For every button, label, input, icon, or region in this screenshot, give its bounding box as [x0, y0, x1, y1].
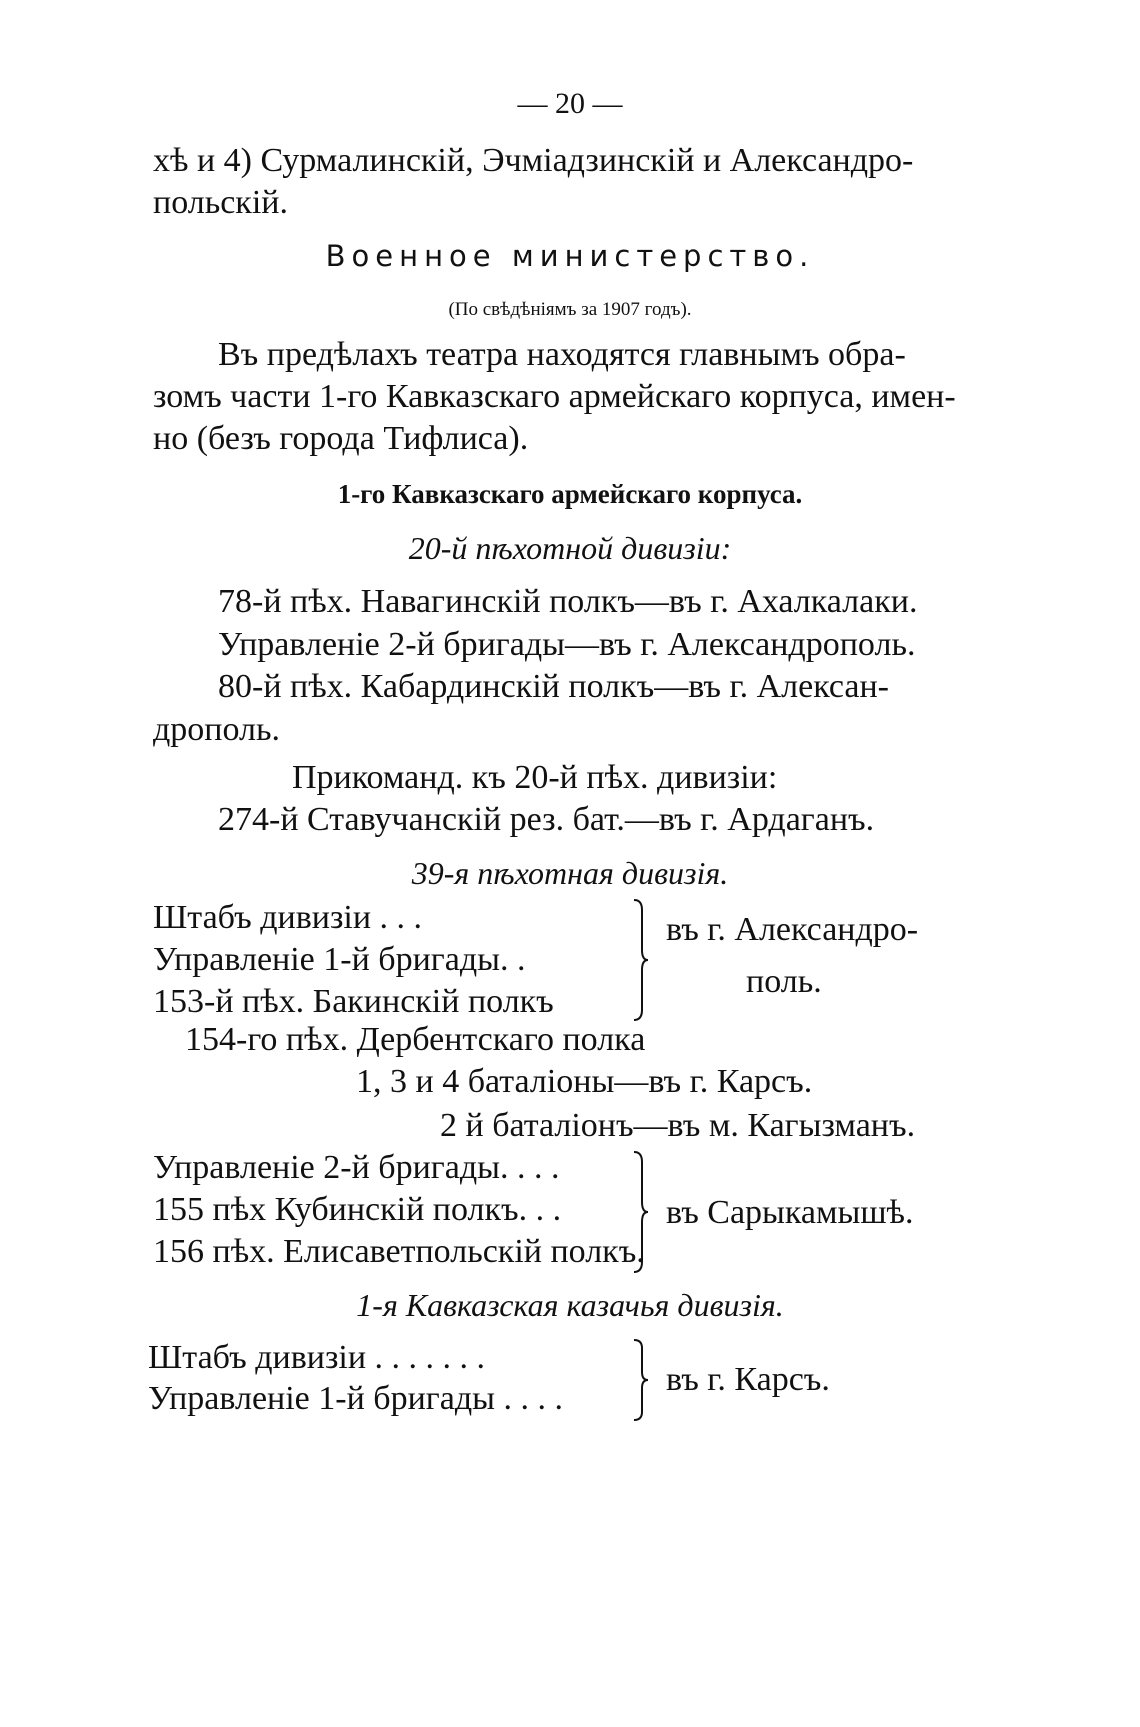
div39-bat-line-1: 1, 3 и 4 баталіоны—въ г. Карсъ. [356, 1063, 813, 1100]
div20-attached-line: 274-й Ставучанскій рез. бат.—въ г. Ардаганъ. [218, 801, 875, 838]
div20-line-4: дрополь. [153, 711, 281, 748]
paragraph-line-2: зомъ части 1-го Кавказскаго армейскаго корпуса, имен- [153, 378, 956, 415]
div20-title: 20-й пѣхотной дивизіи: [408, 530, 732, 566]
div39-regiment154: 154-го пѣх. Дербентскаго полка [185, 1021, 646, 1058]
div39-bat-line-2: 2 й баталіонъ—въ м. Кагызманъ. [440, 1107, 916, 1144]
brace-div39-group1 [630, 898, 650, 1022]
brace-div39-group2 [630, 1150, 650, 1274]
cossack-title: 1-я Кавказская казачья дивизія. [356, 1287, 784, 1323]
page-number: — 20 — [517, 87, 623, 120]
div39-group1-place-2: поль. [746, 963, 822, 1000]
cossack-place: въ г. Карсъ. [666, 1361, 830, 1398]
div39-title: 39-я пѣхотная дивизія. [411, 855, 729, 891]
corps-title: 1-го Кавказскаго армейскаго корпуса. [337, 479, 803, 509]
div39-group2-line-3: 156 пѣх. Елисаветпольскій полкъ. [153, 1233, 645, 1270]
intro-line-2: польскій. [153, 184, 288, 221]
ministry-note: (По свѣдѣніямъ за 1907 годъ). [448, 299, 692, 320]
div20-line-1: 78-й пѣх. Навагинскій полкъ—въ г. Ахалкалаки. [218, 583, 918, 620]
div39-group1-line-2: Управленіе 1-й бригады. . [153, 941, 526, 978]
brace-cossack [630, 1338, 650, 1422]
intro-line-1: хѣ и 4) Сурмалинскій, Эчміадзинскій и Александро- [153, 142, 914, 179]
ministry-title: Военное министерство. [325, 239, 815, 273]
div39-group1-place-1: въ г. Александро- [666, 911, 919, 948]
paragraph-line-3: но (безъ города Тифлиса). [153, 420, 529, 457]
div20-line-3: 80-й пѣх. Кабардинскій полкъ—въ г. Алексан- [218, 668, 889, 705]
div39-group2-line-2: 155 пѣх Кубинскій полкъ. . . [153, 1191, 562, 1228]
div39-group2-line-1: Управленіе 2-й бригады. . . . [153, 1149, 560, 1186]
paragraph-line-1: Въ предѣлахъ театра находятся главнымъ обра- [218, 336, 906, 373]
div39-group2-place: въ Сарыкамышѣ. [666, 1194, 914, 1231]
cossack-group-line-2: Управленіе 1-й бригады . . . . [148, 1380, 563, 1417]
div20-line-2: Управленіе 2-й бригады—въ г. Александрополь. [218, 626, 916, 663]
cossack-group-line-1: Штабъ дивизіи . . . . . . . [148, 1339, 486, 1376]
div39-group1-line-3: 153-й пѣх. Бакинскій полкъ [153, 983, 554, 1020]
div20-attached-title: Прикоманд. къ 20-й пѣх. дивизіи: [292, 759, 778, 796]
div39-group1-line-1: Штабъ дивизіи . . . [153, 899, 423, 936]
